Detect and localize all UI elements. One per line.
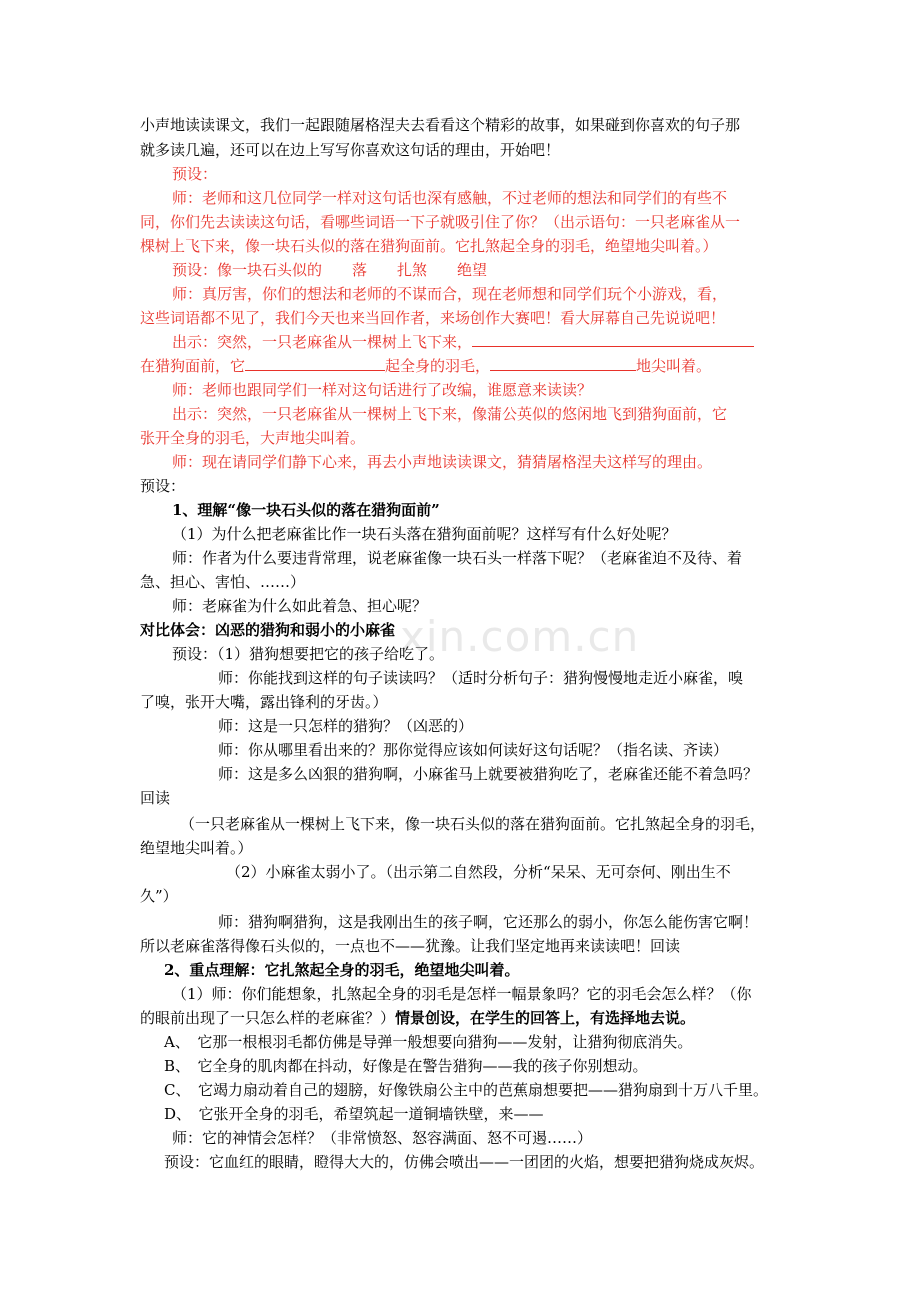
section-heading: 2、重点理解：它扎煞起全身的羽毛，绝望地尖叫着。 xyxy=(164,961,520,979)
paragraph-line: 师：你能找到这样的句子读读吗？（适时分析句子：猎狗慢慢地走近小麻雀，嗅 xyxy=(218,669,744,687)
paragraph-line xyxy=(140,1008,790,1028)
list-item: A、 它那一根根羽毛都仿佛是导弹一般想要向猎狗——发射，让猎狗彻底消失。 xyxy=(164,1033,693,1051)
preset-label: 预设： xyxy=(140,477,186,495)
blank-line xyxy=(245,356,385,371)
paragraph-line: 所以老麻雀落得像石头似的，一点也不——犹豫。让我们坚定地再来读读吧！回读 xyxy=(140,937,681,955)
paragraph-line: 师：作者为什么要违背常理，说老麻雀像一块石头一样落下呢？（老麻雀迫不及待、着 xyxy=(172,549,743,567)
teacher-line: 师：现在请同学们静下心来，再去小声地读读课文，猜猜屠格涅夫这样写的理由。 xyxy=(172,453,713,471)
emphasis-text: 情景创设，在学生的回答上，有选择地去说。 xyxy=(395,1009,696,1027)
fill-blank-text: 在猎狗面前，它 xyxy=(140,357,246,375)
paragraph-line: 师：猎狗啊猎狗，这是我刚出生的孩子啊，它还那么的弱小，你怎么能伤害它啊！ xyxy=(218,913,759,931)
watermark: xin.com.cn xyxy=(400,612,640,661)
list-item: B、 它全身的肌肉都在抖动，好像是在警告猎狗——我的孩子你别想动。 xyxy=(164,1057,648,1075)
paragraph-line: 了嗅，张开大嘴，露出锋利的牙齿。） xyxy=(140,693,388,711)
paragraph-line: （1）师：你们能想象，扎煞起全身的羽毛是怎样一幅景象吗？它的羽毛会怎么样？（你 xyxy=(172,985,752,1003)
fill-blank-line xyxy=(172,332,822,352)
paragraph-line: 绝望地尖叫着。） xyxy=(140,839,253,857)
paragraph-line: （1）为什么把老麻雀比作一块石头落在猎狗面前呢？这样写有什么好处呢？ xyxy=(172,525,677,543)
teacher-line: 师：老师和这几位同学一样对这句话也深有感触，不过老师的想法和同学们的有些不 xyxy=(172,189,728,207)
paragraph-line: 师：你从哪里看出来的？那你觉得应该如何读好这句话呢？（指名读、齐读） xyxy=(218,741,729,759)
teacher-line: 同，你们先去读读这句话，看哪些词语一下子就吸引住了你？（出示语句：一只老麻雀从一 xyxy=(140,213,741,231)
preset-label: 预设： xyxy=(172,165,218,183)
preset-words: 预设：像一块石头似的 落 扎煞 绝望 xyxy=(172,261,488,279)
blank-line xyxy=(472,332,754,347)
paragraph-line: 久”） xyxy=(140,887,178,905)
paragraph-line: 师：这是多么凶狠的猎狗啊，小麻雀马上就要被猎狗吃了，老麻雀还能不着急吗？ xyxy=(218,765,759,783)
blank-line xyxy=(490,356,636,371)
list-item: D、 它张开全身的羽毛，希望筑起一道铜墙铁壁，来—— xyxy=(164,1105,544,1123)
paragraph-line: 急、担心、害怕、……） xyxy=(140,573,306,591)
teacher-line: 师：老师也跟同学们一样对这句话进行了改编，谁愿意来读读？ xyxy=(172,381,593,399)
list-item: C、 它竭力扇动着自己的翅膀，好像铁扇公主中的芭蕉扇想要把——猎狗扇到十万八千里。 xyxy=(164,1081,768,1099)
paragraph-line: 就多读几遍，还可以在边上写写你喜欢这句话的理由，开始吧！ xyxy=(140,141,561,159)
fill-blank-text: 出示：突然，一只老麻雀从一棵树上飞下来， xyxy=(172,333,473,351)
paragraph-line: 师：这是一只怎样的猎狗？（凶恶的） xyxy=(218,717,474,735)
fill-blank-text: 地尖叫着。 xyxy=(636,357,712,375)
teacher-line: 这些词语都不见了，我们今天也来当回作者，来场创作大赛吧！看大屏幕自己先说说吧！ xyxy=(140,309,726,327)
display-line: 出示：突然，一只老麻雀从一棵树上飞下来，像蒲公英似的悠闲地飞到猎狗面前，它 xyxy=(172,405,728,423)
teacher-line: 师：真厉害，你们的想法和老师的不谋而合，现在老师想和同学们玩个小游戏，看， xyxy=(172,285,728,303)
display-line: 张开全身的羽毛，大声地尖叫着。 xyxy=(140,429,366,447)
fill-blank-line xyxy=(140,356,790,376)
paragraph-line: 回读 xyxy=(140,789,171,807)
fill-blank-text: 起全身的羽毛， xyxy=(385,357,491,375)
paragraph-line: 预设：它血红的眼睛，瞪得大大的，仿佛会喷出——一团团的火焰，想要把猎狗烧成灰烬。 xyxy=(164,1153,765,1171)
paragraph-line: 小声地读读课文，我们一起跟随屠格涅夫去看看这个精彩的故事，如果碰到你喜欢的句子那 xyxy=(140,116,741,134)
subsection-heading: 对比体会：凶恶的猎狗和弱小的小麻雀 xyxy=(140,621,396,639)
paragraph-line: 师：它的神情会怎样？（非常愤怒、怒容满面、怒不可遏……） xyxy=(172,1129,593,1147)
teacher-line: 棵树上飞下来，像一块石头似的落在猎狗面前。它扎煞起全身的羽毛，绝望地尖叫着。） xyxy=(140,237,718,255)
paragraph-line: 师：老麻雀为什么如此着急、担心呢？ xyxy=(172,597,428,615)
paragraph-line: （2）小麻雀太弱小了。（出示第二自然段，分析“呆呆、无可奈何、刚出生不 xyxy=(226,863,731,881)
paragraph-text: 的眼前出现了一只怎么样的老麻雀？） xyxy=(140,1009,396,1027)
section-heading: 1、理解“像一块石头似的落在猎狗面前” xyxy=(172,501,440,519)
paragraph-line: （一只老麻雀从一棵树上飞下来，像一块石头似的落在猎狗面前。它扎煞起全身的羽毛， xyxy=(180,815,766,833)
paragraph-line: 预设：（1）猎狗想要把它的孩子给吃了。 xyxy=(172,645,445,663)
